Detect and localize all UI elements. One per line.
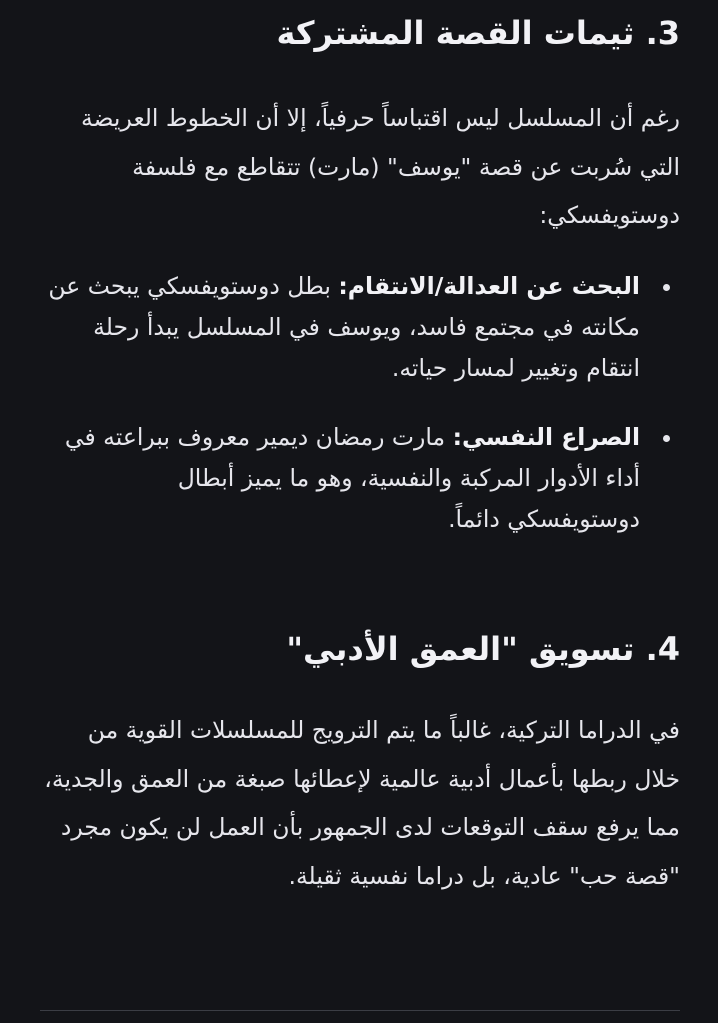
section-3-heading: 3. ثيمات القصة المشتركة bbox=[276, 14, 680, 52]
bullet-term: الصراع النفسي: bbox=[452, 423, 640, 451]
list-item bbox=[40, 266, 680, 389]
section-4-body-paragraph: في الدراما التركية، غالباً ما يتم الترويج للمسلسلات القوية من خلال ربطها بأعمال أدبية عالمية لإعطائها صبغة من العمق والجدية، مما يرفع سقف التوقعات لدى الجمهور بأن العمل لن يكون مجرد "قصة حب" عادية، بل دراما نفسية ثقيلة. bbox=[44, 716, 680, 890]
list-item bbox=[40, 417, 680, 540]
section-4-heading: 4. تسويق "العمق الأدبي" bbox=[286, 630, 680, 668]
bullet-icon bbox=[663, 284, 670, 291]
bullet-text: مارت رمضان ديمير معروف ببراعته في أداء الأدوار المركبة والنفسية، وهو ما يميز أبطال دوستويفسكي دائماً. bbox=[64, 423, 640, 533]
section-divider bbox=[40, 1010, 680, 1011]
themes-bullet-list bbox=[40, 266, 680, 540]
bullet-text: بطل دوستويفسكي يبحث عن مكانته في مجتمع فاسد، ويوسف في المسلسل يبدأ رحلة انتقام وتغيير لمسار حياته. bbox=[48, 272, 640, 382]
bullet-icon bbox=[663, 435, 670, 442]
bullet-term: البحث عن العدالة/الانتقام: bbox=[338, 272, 640, 300]
section-3-intro-paragraph: رغم أن المسلسل ليس اقتباساً حرفياً، إلا أن الخطوط العريضة التي سُربت عن قصة "يوسف" (مارت) تتقاطع مع فلسفة دوستويفسكي: bbox=[80, 104, 680, 229]
